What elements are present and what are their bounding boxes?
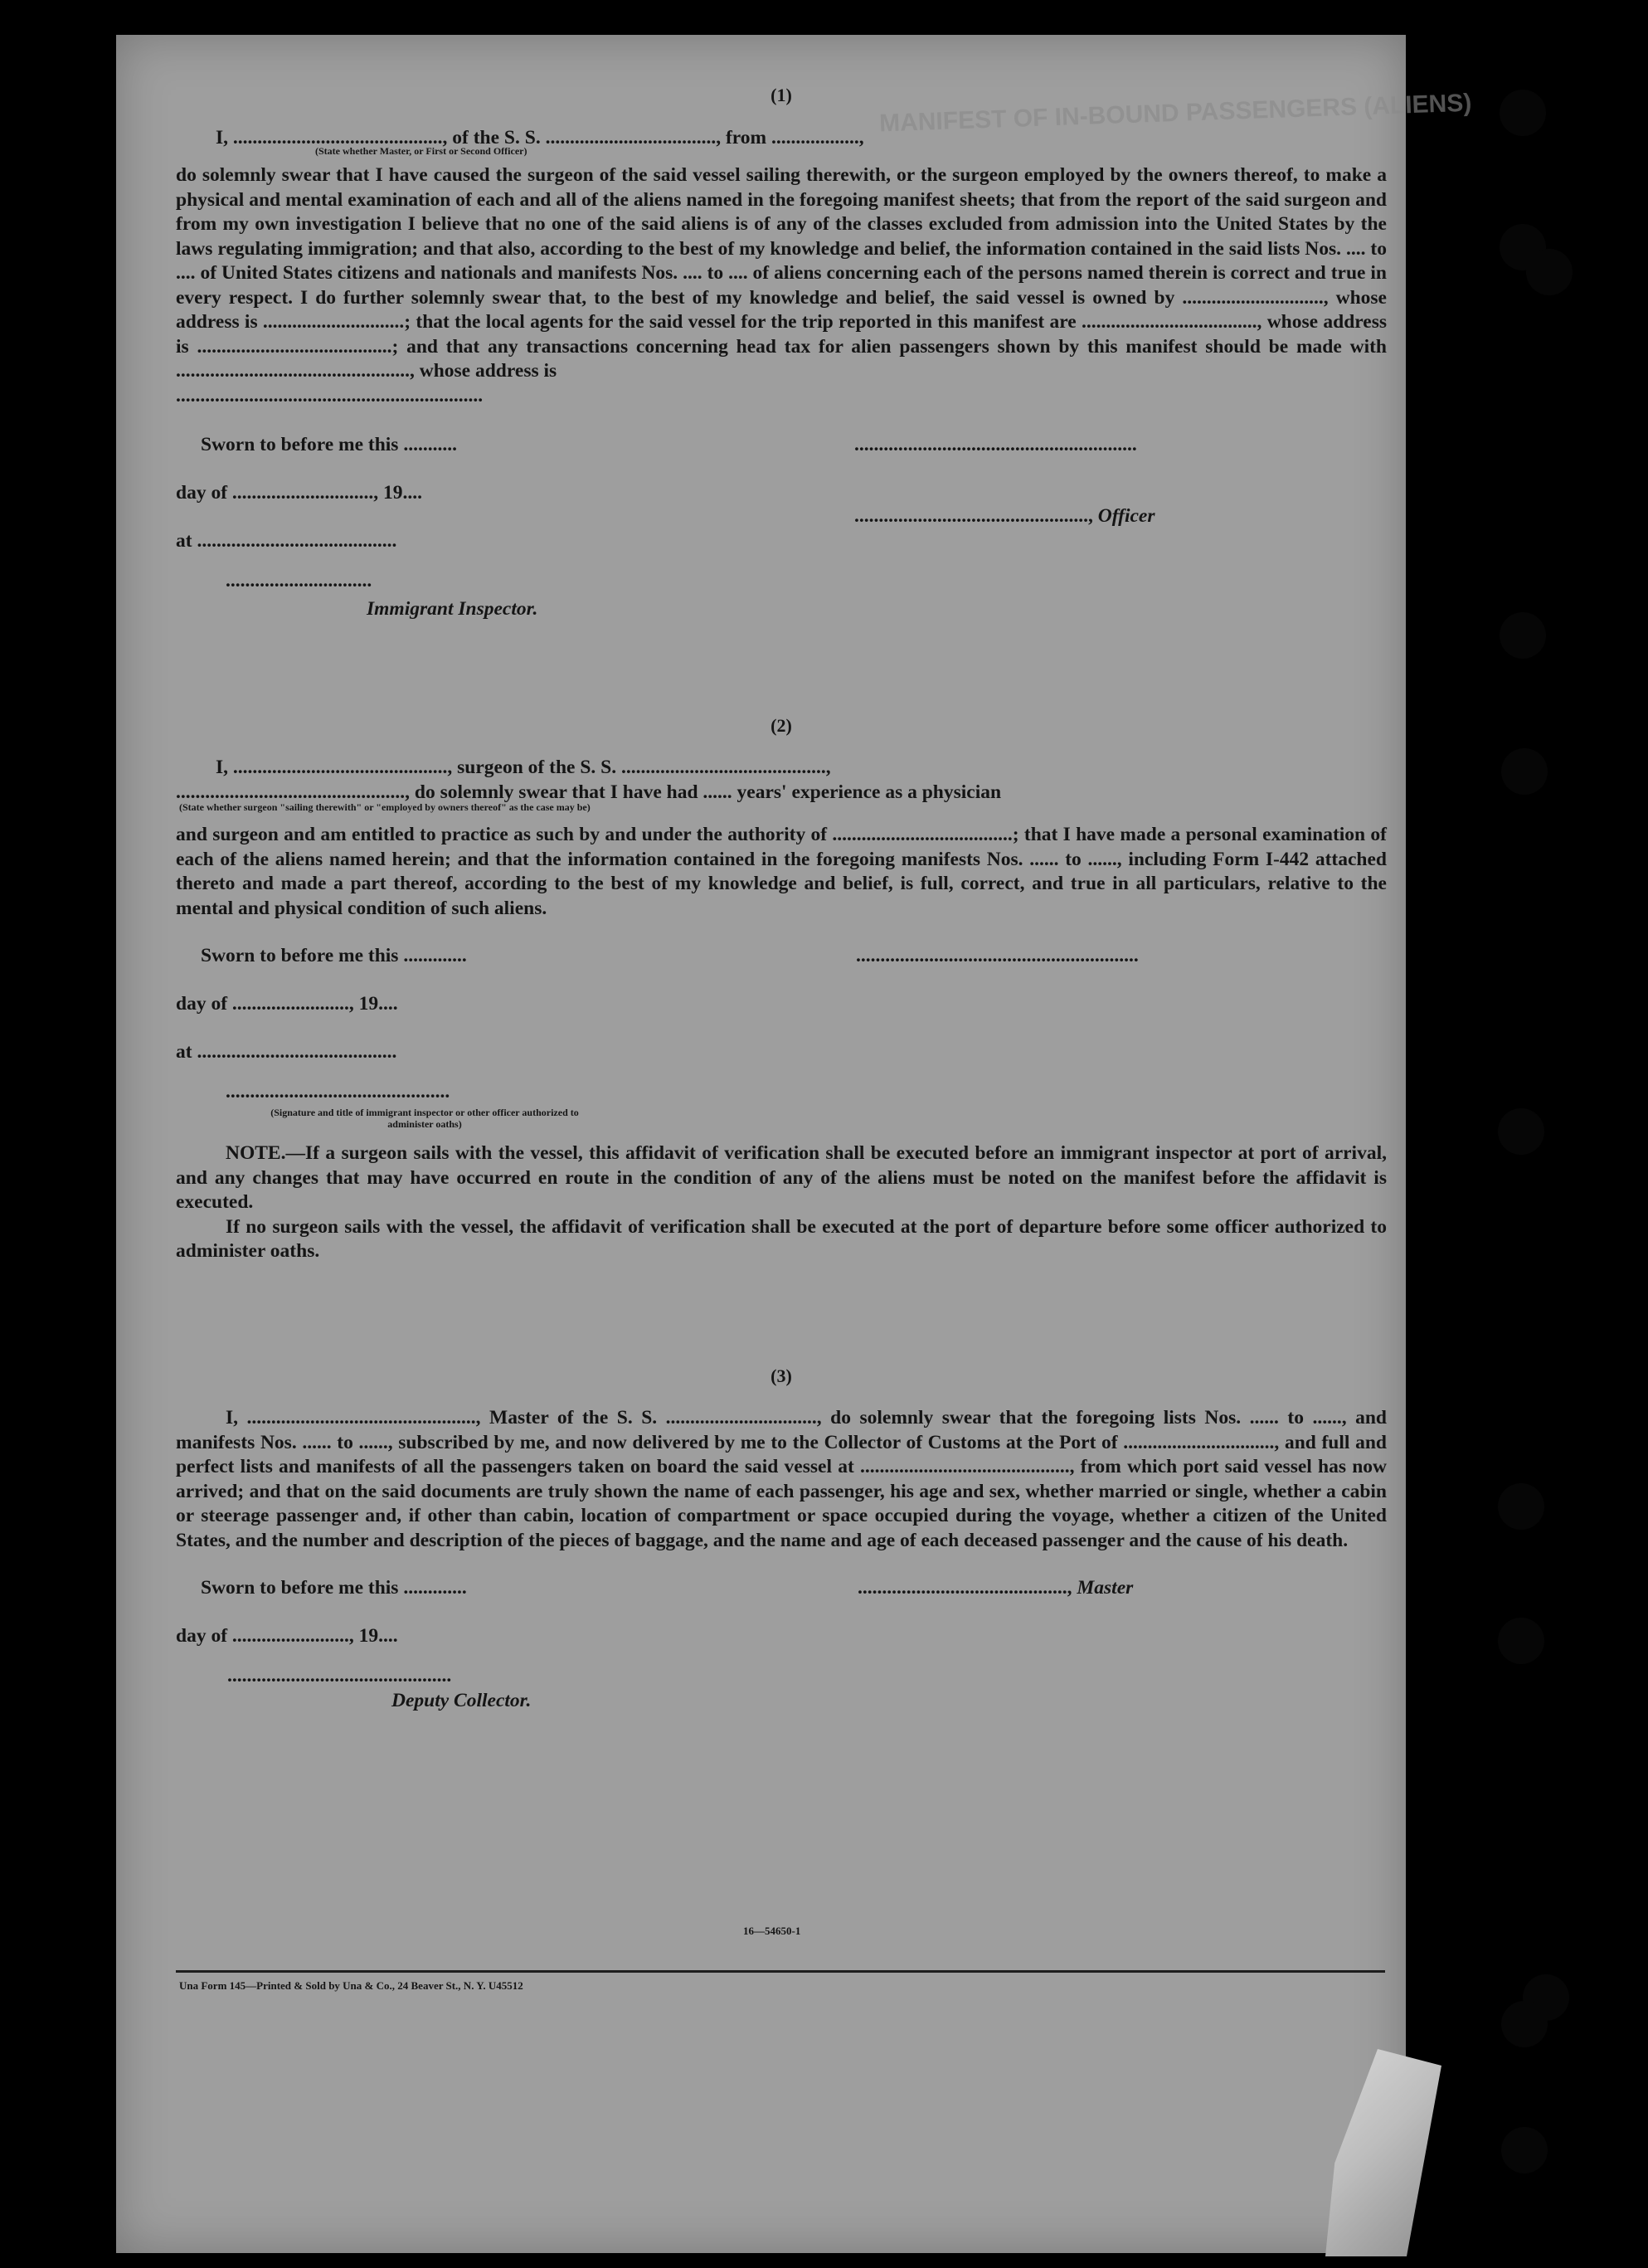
signature-line: .......................................................... [856,945,1139,966]
section-number: (3) [771,1365,792,1386]
at-text: at ......................................... [176,1041,397,1063]
punch-hole [1501,748,1548,795]
line-part: , from .................., [716,126,864,148]
oath-body: do solemnly swear that I have caused the surgeon of the said vessel sailing therewith, or the surgeon employed by the owners thereof, to make a physical and mental examination of each and all of the aliens named in the foregoing manifest sheets; that from the report of the said surgeon and from my own investigation I believe that no one of the said aliens is of any of the classes excluded from admission into the United States by the laws regulating immigration; and that also, according to the best of my knowledge and belief, the information contained in the said lists Nos. .... to .... of United States citizens and nationals and manifests Nos. .... to .... of aliens concerning each of the persons named therein is correct and true in every respect. I do further solemnly swear that, to the best of my knowledge and belief, the said vessel is owned by ............................., whose address is .............................; that the local agents for the said vessel for the trip reported in this manifest are ...................................., whose address is ........................................; and that any transactions concerning head tax for alien passengers shown by this manifest should be made with ................................................, whose address is [176,164,1387,382]
section-2 [176,713,1387,1264]
master-oath-body: I, ..............................................., Master of the S. S. ..............................., do solemnly swear that the foregoing lists Nos. ...... to ......, and manifests Nos. ...... to ......, subscribed by me, and now delivered by me to the Collector of Customs at the Port of ..............................., and full and perfect lists and manifests of all the passengers taken on board the said vessel at ..........................................., from which port said vessel has now arrived; and that on the said documents are truly shown the name of each passenger, his age and sex, whether married or single, whether a cabin or steerage passenger and, if other than cabin, location of compartment or space occupied during the voyage, whether a citizen of the United States, and the number and description of the pieces of baggage, and the name and age of each deceased passenger and the cause of his death. [176,1407,1387,1551]
at-text: at ......................................... [176,530,397,552]
punch-hole [1498,1483,1544,1530]
signature-line: .......................................................... [854,434,1137,455]
day-text: day of ........................, 19.... [176,993,398,1015]
collector-label-row [176,1689,1387,1714]
line-part: I, ........................................... [216,126,443,148]
punch-hole [1501,2001,1548,2047]
day-row [176,473,1387,527]
officer-dots: ................................................, [854,505,1098,527]
punch-hole [1498,1618,1544,1664]
section-1 [176,83,1387,622]
oath-body-end: ............................................................... [176,384,484,406]
master-dots: ..........................................., [858,1577,1077,1599]
day-row [176,1616,1387,1664]
day-text: day of ........................, 19.... [176,1625,398,1647]
inspector-dots: .............................................. [226,1081,450,1102]
day-row [176,984,1387,1032]
punch-hole [1526,249,1573,295]
sworn-row [176,1568,1387,1616]
bleed-through-header: MANIFEST OF IN-BOUND PASSENGERS (ALIENS) [878,89,1472,138]
verification-note [176,1141,1387,1215]
surgeon-oath-body: and surgeon and am entitled to practice as such by and under the authority of .....................................; that I have made a personal examination of each of the aliens named herein; and that the information contained in the foregoing manifests Nos. ...... to ......, including Form I-442 attached thereto and made a part thereof, according to the best of my knowledge and belief, is full, correct, and true in all particulars, relative to the mental and physical condition of such aliens. [176,824,1387,919]
inspector-label-row [176,597,1387,622]
sworn-row [176,936,1387,984]
note-label: NOTE. [226,1142,286,1164]
master-signature [858,1576,1133,1601]
officer-note: (State whether Master, or First or Second Officer) [315,145,527,157]
section-number: (2) [771,714,792,736]
printer-imprint: Una Form 145—Printed & Sold by Una & Co., 24 Beaver St., N. Y. U45512 [179,1979,523,1992]
at-row [176,1032,1387,1080]
punch-hole [1501,2127,1548,2173]
punch-hole [1500,612,1546,659]
sworn-text: Sworn to before me this ........... [201,434,457,455]
surgeon-note: (State whether surgeon "sailing therewith" or "employed by owners thereof" as the case may be) [179,801,591,813]
master-label: Master [1077,1577,1134,1599]
at-row [176,521,1387,569]
footer-rule [176,1970,1385,1973]
inspector-dots-row [176,569,1387,597]
affidavit-document [176,83,1387,1714]
collector-label: Deputy Collector. [391,1690,532,1711]
surgeon-line-2: ..............................................., do solemnly swear that I have had ...... years' experience as a physician [176,781,1002,803]
verification-note-2: If no surgeon sails with the vessel, the affidavit of verification shall be executed at the port of departure before some officer authorized to administer oaths. [176,1215,1387,1262]
inspector-dots: .............................. [226,570,372,591]
inspector-label: Immigrant Inspector. [367,598,538,620]
sworn-row [176,425,1387,473]
officer-label: Officer [1097,505,1155,527]
sworn-text: Sworn to before me this ............. [201,945,467,966]
signature-note: (Signature and title of immigrant inspector or other officer authorized to administer oaths) [270,1107,579,1130]
form-number: 16—54650-1 [743,1925,801,1937]
punch-hole [1498,1108,1544,1155]
collector-dots: .............................................. [227,1665,452,1686]
sworn-text: Sworn to before me this ............. [201,1577,467,1599]
collector-dots-row [176,1664,1387,1689]
inspector-sig-row [176,1080,1387,1107]
note-text: —If a surgeon sails with the vessel, this affidavit of verification shall be executed before an immigrant inspector at port of arrival, and any changes that may have occurred en route in the condition of any of the aliens must be noted on the manifest before the affidavit is executed. [176,1142,1387,1213]
section-number: (1) [771,85,792,105]
surgeon-line-1: I, ............................................, surgeon of the S. S. .........................................., [216,757,831,778]
day-text: day of ............................., 19.... [176,482,423,504]
section-3 [176,1364,1387,1714]
line-part: , of the S. S. ................................... [442,126,717,148]
punch-hole [1500,90,1546,136]
